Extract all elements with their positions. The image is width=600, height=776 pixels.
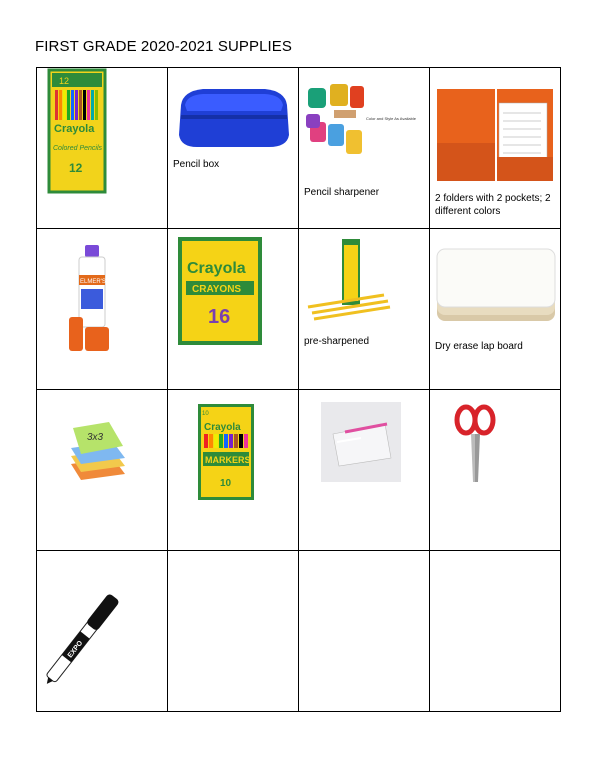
markers-name: MARKERS [205, 455, 251, 465]
cell-colored-pencils [37, 68, 168, 229]
label-pencil-sharpener: Pencil sharpener [304, 187, 380, 198]
cell-dry-erase-marker [37, 551, 168, 712]
cell-glue-stick [37, 229, 168, 390]
sharpener-caption: Color and Style As Available [366, 116, 416, 121]
colored-pencils-brand: Crayola [54, 123, 95, 135]
scissors-image [454, 404, 496, 484]
cell-empty-3 [430, 551, 561, 712]
markers-count-top: 10 [202, 411, 209, 417]
cell-pencils [299, 229, 430, 390]
label-folders: 2 folders with 2 pockets; 2 different colors [435, 193, 551, 217]
label-lap-board: Dry erase lap board [435, 341, 523, 352]
crayons-brand: Crayola [187, 260, 246, 277]
label-pencil-box: Pencil box [173, 159, 220, 170]
cell-pencil-sharpener [299, 68, 430, 229]
sticky-note-size: 3x3 [87, 432, 104, 443]
markers-brand: Crayola [204, 422, 241, 433]
zipper-bag-image [321, 402, 401, 482]
cell-crayons [168, 229, 299, 390]
markers-image [198, 404, 254, 500]
page-title: FIRST GRADE 2020-2021 SUPPLIES [35, 38, 293, 55]
cell-zipper-bag [299, 390, 430, 551]
cell-empty-2 [299, 551, 430, 712]
supplies-table [36, 67, 561, 712]
pencils-image [304, 237, 394, 327]
colored-pencils-count-top: 12 [59, 76, 70, 86]
colored-pencils-image [49, 70, 105, 192]
cell-markers [168, 390, 299, 551]
cell-lap-board [430, 229, 561, 390]
cell-scissors [430, 390, 561, 551]
crayons-image [178, 237, 262, 345]
pencil-sharpener-image [304, 80, 416, 165]
cell-pencil-box [168, 68, 299, 229]
colored-pencils-count: 12 [69, 161, 83, 175]
markers-count: 10 [220, 478, 232, 489]
glue-stick-image [67, 245, 115, 353]
label-pencils: pre-sharpened [304, 336, 370, 347]
cell-empty-1 [168, 551, 299, 712]
sticky-notes-image [67, 418, 129, 484]
crayons-name: CRAYONS [192, 284, 242, 295]
cell-sticky-notes [37, 390, 168, 551]
lap-board-image [435, 247, 557, 323]
crayons-count: 16 [208, 306, 231, 328]
dry-erase-marker-image [39, 585, 131, 685]
cell-folders [430, 68, 561, 229]
glue-brand: ELMER'S [80, 279, 106, 285]
pencil-box-image [173, 83, 293, 151]
marker-brand: EXPO [66, 639, 85, 660]
folders-image [435, 83, 555, 183]
colored-pencils-name: Colored Pencils [53, 145, 103, 152]
